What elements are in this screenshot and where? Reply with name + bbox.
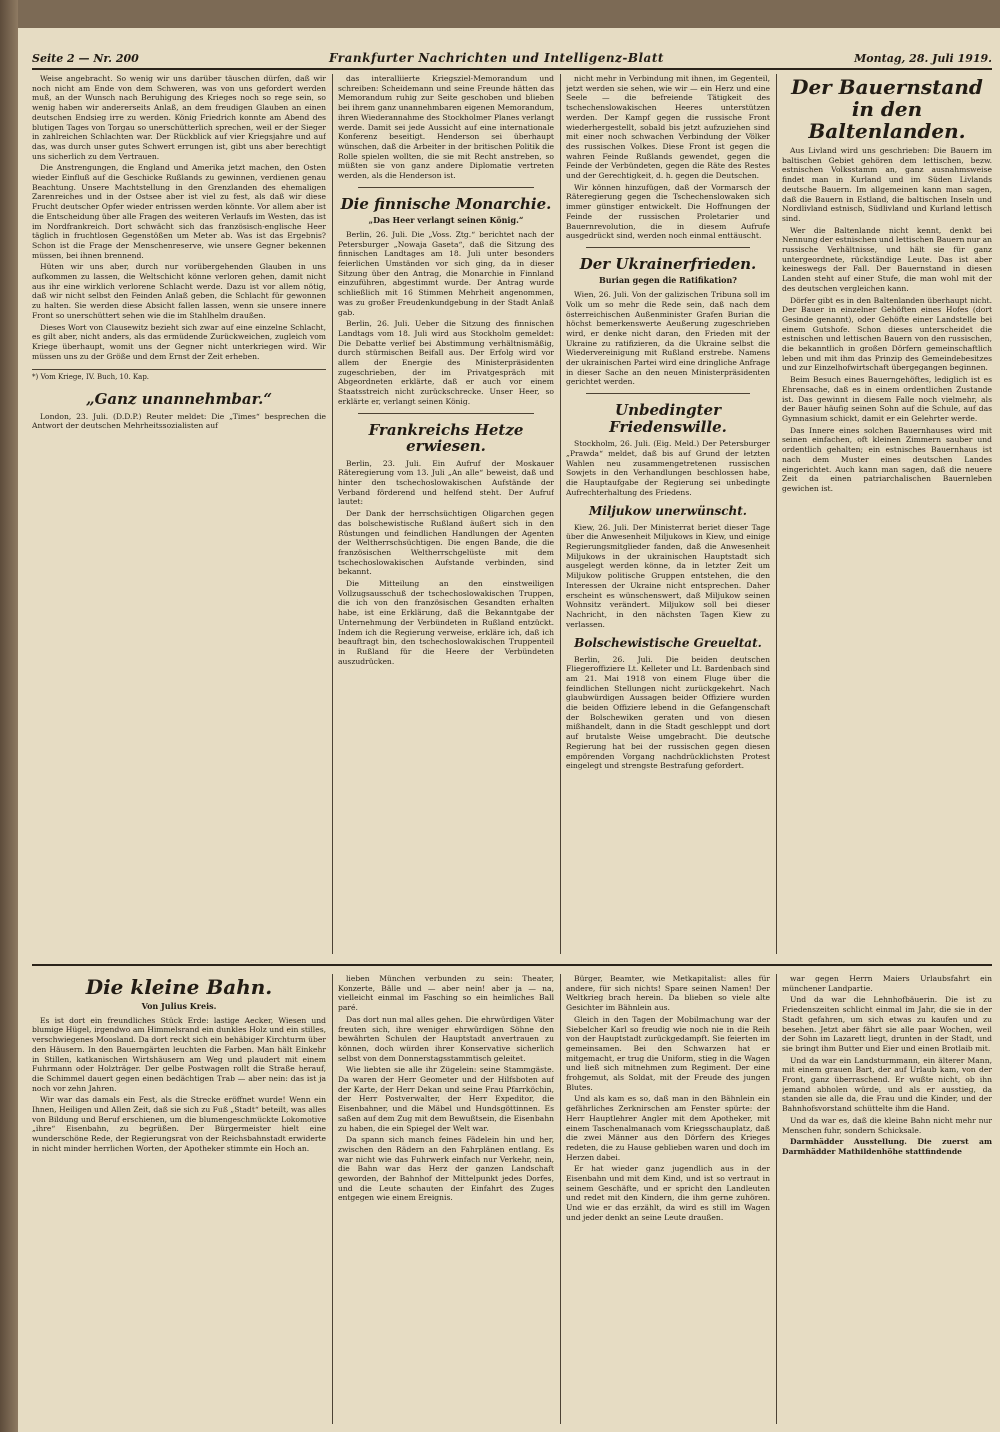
article-paragraph: Berlin, 26. Juli. Die beiden deutschen Fliegeroffiziere Lt. Kelleter und Lt. Bardenbach sind am 21. Mai 1918 von einem Fluge über die feindlichen Stellungen nicht zurückgekehrt. Nach glaubwürdigen Aussagen beider Offiziere wurden die beiden Offiziere lebend in die Gefangenschaft der Bolschewiken geraten und von diesen mißhandelt, dann in die Stadt geschleppt und dort auf brutalste Weise umgebracht. Die deutsche Regierung hat bei der russischen gegen diesen empörenden Vorgang nachdrücklichsten Protest eingelegt und strengste Bestrafung gefordert. xyxy=(566,654,770,771)
footnote: *) Vom Kriege, IV. Buch, 10. Kap. xyxy=(32,369,326,383)
article-headline: „Ganz unannehmbar.“ xyxy=(85,390,273,409)
article-paragraph: Und als kam es so, daß man in den Bähnlein ein gefährliches Zerknirschen am Fenster spürte: der Herr Hauptlehrer Angler mit dem Apotheker, mit einem Taschenalmanach vom Kriegsschauplatz, daß die zwei Männer aus den Dörfern des Krieges redeten, die zu Hause geblieben waren und doch im Herzen dabei. xyxy=(566,1094,770,1162)
article-subheadline: „Das Heer verlangt seinen König.“ xyxy=(368,215,524,226)
article-paragraph: Gleich in den Tagen der Mobilmachung war der Siebelcher Karl so freudig wie noch nie in die Reih von der Hauptstadt zurückgedampft. Sie feierten im gemeinsamen. Bei den Schwarzen hat er mitgemacht, er trug die Uniform, stieg in die Wagen und ließ sich mitnehmen zum Regiment. Der eine frohgemut, als Soldat, mit der Freude des jungen Blutes. xyxy=(566,1014,770,1092)
article-paragraph: Berlin, 23. Juli. Ein Aufruf der Moskauer Räteregierung vom 13. Juli „An alle“ beweist, daß und hinter den tschechoslowakischen Aufstände der Verband förderend und helfend steht. Der Aufruf lautet: xyxy=(338,458,554,507)
article-paragraph: Aus Livland wird uns geschrieben: Die Bauern im baltischen Gebiet gehören dem lettischen, bezw. estnischen Volksstamm an, ganz ausnahmsweise findet man in Kurland und im Süden Livlands deutsche Bauern. Im allgemeinen kann man sagen, daß die Bauern in Estland, die baltischen Inseln und Nordlivland estnisch, Südlivland und Kurland lettisch sind. xyxy=(782,146,992,223)
masthead-date: Montag, 28. Juli 1919. xyxy=(854,51,992,65)
masthead-newspaper-title: Frankfurter Nachrichten und Intelligenz-Blatt xyxy=(329,51,664,65)
article-paragraph: Dieses Wort von Clausewitz bezieht sich zwar auf eine einzelne Schlacht, es gilt aber, nicht anders, als das ermüdende Zurückweichen, zugleich vom Kriege überhaupt, womit uns der Gegner nicht unterkriegen wird. Wir müssen uns zu der Größe und dem Ernst der Zeit erheben. xyxy=(32,322,326,361)
column-1 xyxy=(32,74,326,954)
article-paragraph: Wer die Baltenlande nicht kennt, denkt bei Nennung der estnischen und lettischen Bauern nur an russische Verhältnisse, und hält sie für ganz untergeordnete, rückständige Leute. Das ist aber keineswegs der Fall. Der Bauernstand in diesen Landen steht auf einer Stufe, die man wohl mit der des deutschen vergleichen kann. xyxy=(782,225,992,293)
article-separator xyxy=(586,247,750,248)
article-headline: Miljukow unerwünscht. xyxy=(589,504,747,519)
feuilleton-column-4 xyxy=(782,974,992,1424)
article-paragraph: Die Anstrengungen, die England und Amerika jetzt machen, den Osten wieder Einfluß auf die Geschicke Rußlands zu gewinnen, verdienen genau Beachtung. Unsere Machtstellung in den Grenzlanden des ehemaligen Zarenreiches und in der Ostsee aber ist viel zu fest, als daß wir diese Frucht deutscher Opfer wieder entrissen werden könnte. Vor allem aber ist die Entscheidung über alle Fragen des weiteren Verlaufs im Westen, das ist im Nordfrankreich. Dort schwächt sich das französisch-englische Heer täglich in fruchtlosen Gegenstößen um Meter ab. Was ist das Ergebnis? Schon ist die Frage der Menschenreserve, wie unsere Gegner bekennen müssen, bei ihnen brennend. xyxy=(32,163,326,260)
article-paragraph: Dörfer gibt es in den Baltenlanden überhaupt nicht. Der Bauer in einzelner Gehöften eines Hofes (dort Gesinde genannt), oder Gehöfte einer Landstelle bei einem Gutshofe. Schon dieses unterscheidet die estnischen und lettischen Bauern von den russischen, die bekanntlich in großen Dörfern gemeinschaftlich leben und mit ihm das Prinzip des Gemeindebesitzes und zur Einzelhofwirtschaft übergegangen beginnen. xyxy=(782,295,992,373)
article-paragraph: Wir können hinzufügen, daß der Vormarsch der Räteregierung gegen die Tschechenslowaken sich immer günstiger entwickelt. Die Hoffnungen der Feinde der russischen Proletarier und Bauernrevolution, die in diesem Aufrufe ausgedrückt sind, werden noch einmal enttäuscht. xyxy=(566,182,770,241)
column-2 xyxy=(338,74,554,954)
column-3 xyxy=(566,74,770,954)
article-paragraph: Und da war ein Landsturmmann, ein älterer Mann, mit einem grauen Bart, der auf Urlaub kam, von der Front, ganz überraschend. Er wußte nicht, ob ihn jemand abholen würde, und als er ausstieg, da standen sie alle da, die Frau und die Kinder, und der Bahnhofsvorstand schüttelte ihm die Hand. xyxy=(782,1055,992,1114)
article-paragraph: Das Innere eines solchen Bauernhauses wird mit seinen einfachen, oft kleinen Zimmern sauber und ordentlich gehalten; ein estnisches Bauernhaus ist nach dem Muster eines deutschen Landes eingerichtet. Auch kann man sagen, daß die neuere Zeit da einen patriarchalischen Bauernleben gewichen ist. xyxy=(782,425,992,493)
article-paragraph: Der Dank der herrschsüchtigen Oligarchen gegen das bolschewistische Rußland äußert sich in den Rüstungen und feindlichen Handlungen der Agenten der Weltherrschsüchtigen. Die engen Bande, die die französischen Weltherrschgelüste mit dem tschechoslowakischen Aufstande verbinden, sind bekannt. xyxy=(338,509,554,577)
article-headline: Der Ukrainerfrieden. xyxy=(579,254,757,273)
feuilleton-column-3 xyxy=(566,974,770,1424)
column-rule xyxy=(776,74,777,954)
article-paragraph: Und da war die Lehnhofbäuerin. Die ist zu Friedenszeiten schlicht einmal im Jahr, die sie in der Stadt gefahren, um sich etwas zu kaufen und zu besehen. Jetzt aber fährt sie alle paar Wochen, weil der Sohn im Lazarett liegt, drunten in der Stadt, und sie bringt ihm Butter und Eier und einen Brotlaib mit. xyxy=(782,995,992,1053)
article-paragraph: Die Mitteilung an den einstweiligen Vollzugsausschuß der tschechoslowakischen Truppen, die ich von den französischen Gesandten erhalten habe, ist eine Erklärung, daß die Bekanntgabe der Unternehmung der Verbündeten in Rußland entzückt. Indem ich die Regierung verweise, erkläre ich, daß ich beauftragt bin, den tschechoslowakischen Truppenteil in Rußland für die Heere der Verbündeten auszudrücken. xyxy=(338,579,554,666)
article-headline: Unbedingter Friedenswille. xyxy=(609,401,727,436)
column-rule xyxy=(560,74,561,954)
column-4 xyxy=(782,74,992,954)
article-paragraph: das interalliierte Kriegsziel-Memorandum und schreiben: Scheidemann und seine Freunde hätten das Memorandum ruhig zur Seite geschoben und blieben bei ihrem ganz unannehmbaren eigenen Memorandum, ihren Wiederannahme des Stockholmer Planes verlangt werde. Damit sei jede Aussicht auf eine internationale Konferenz beseitigt. Henderson sei überhaupt wünschen, daß die Arbeiter in der britischen Politik die Rolle spielen wollten, die sie mit Recht anstreben, so müßten sie von ganz andere Diplomatie vertreten werden, als die Henderson ist. xyxy=(338,74,554,181)
article-paragraph: Beim Besuch eines Bauerngehöftes, lediglich ist es Ehrensache, daß es in einem ordentlichen Zustande ist. Das gewinnt in diesem Falle noch vielmehr, als der Bauer häufig seinen Sohn auf die Schule, auf das Gymnasium schickt, damit er ein Gelehrter werde. xyxy=(782,375,992,423)
newspaper-page xyxy=(18,28,1000,1432)
article-paragraph: war gegen Herrn Maiers Urlaubsfahrt ein münchener Landpartie. xyxy=(782,974,992,993)
column-rule xyxy=(332,74,333,954)
feuilleton-divider xyxy=(32,964,992,966)
feuilleton-headline: Die kleine Bahn. xyxy=(85,975,273,999)
article-paragraph: Wir war das damals ein Fest, als die Strecke eröffnet wurde! Wenn ein Ihnen, Heiligen und Allen Zeit, daß sie sich zu Fuß „Stadt“ beteilt, was alles von Bildung und Beruf erschienen, um die blumengeschmückte Lokomotive „ihre“ Eisenbahn, zu begrüßen. Der Bürgermeister hielt eine wunderschöne Rede, der Regierungsrat von der Reichsbahnstadt erwiderte in nicht minder herrlichen Worten, der Apotheker stimmte ein Hoch an. xyxy=(32,1095,326,1153)
article-paragraph: Es ist dort ein freundliches Stück Erde: lastige Aecker, Wiesen und blumige Hügel, irgendwo am Himmelsrand ein dunkles Holz und ein stilles, verschwiegenes Moosland. Da dort reckt sich ein behäbiger Kirchturm über den Häusern. In den Bauerngärten leuchten die Farben. Man hält Einkehr in Stillen, katkanischen Wirtshäusern am Weg und plaudert mit einem Fuhrmann oder Holzträger. Der gelbe Postwagen rollt die Straße herauf, die Schimmel dauert gegen einen bedächtigen Trab — aber nein: das ist ja noch vor zehn Jahren. xyxy=(32,1015,326,1093)
article-paragraph: Er hat wieder ganz jugendlich aus in der Eisenbahn und mit dem Kind, und ist so vertraut in seinem Geschäfte, und er spricht den Landleuten und redet mit den Kindern, die ihm gerne zuhören. Und wie er das erzählt, da wird es still im Wagen und jeder denkt an seine Leute draußen. xyxy=(566,1164,770,1222)
article-separator xyxy=(586,393,750,394)
article-subheadline: Burian gegen die Ratifikation? xyxy=(599,275,737,286)
article-paragraph: lieben München verbunden zu sein: Theater, Konzerte, Bälle und — aber nein! aber ja — na, vielleicht einmal im Fasching so ein heimliches Ball paré. xyxy=(338,974,554,1013)
column-rule xyxy=(776,974,777,1424)
article-paragraph: Da spann sich manch feines Fädelein hin und her, zwischen den Rädern an den Fahrplänen entlang. Es war nicht wie das Fuhrwerk einfach nur Verkehr, nein, die Bahn war das Herz der ganzen Landschaft geworden, der Bahnhof der Mittelpunkt jedes Dorfes, und die Leute schauten der Einfahrt des Zuges entgegen wie einem Ereignis. xyxy=(338,1135,554,1203)
article-separator xyxy=(358,187,534,188)
article-paragraph: Weise angebracht. So wenig wir uns darüber täuschen dürfen, daß wir noch nicht am Ende von dem Schweren, was von uns gefordert werden muß, an der Wunsch nach Beruhigung des Krieges noch so rege sein, so wenig haben wir andererseits Anlaß, an dem freudigen Glauben an einen deutschen Endsieg irre zu werden. König Friedrich konnte am Abend des blutigen Tages von Torgau so unerschütterlich sprechen, weil er der Sieger in zahlreichen Schlachten war. Der Rückblick auf vier Kriegsjahre und auf das, was durch unser gutes Schwert errungen ist, gibt uns aber berechtigt uns sicherlich zu dem Vertrauen. xyxy=(32,74,326,161)
article-headline: Der Bauernstand in den Baltenlanden. xyxy=(791,75,983,143)
article-paragraph: Berlin, 26. Juli. Die „Voss. Ztg.“ berichtet nach der Petersburger „Nowaja Gaseta“, daß die Sitzung des finnischen Landtages am 18. Juli unter besonders feierlichen Umständen vor sich ging, da in dieser Sitzung über den Antrag, die Monarchie in Finnland einzuführen, abgestimmt wurde. Der Antrag wurde schließlich mit 16 Stimmen Mehrheit angenommen, was zu großer Freudenkundgebung in der Stadt Anlaß gab. xyxy=(338,229,554,317)
article-paragraph: London, 23. Juli. (D.D.P.) Reuter meldet: Die „Times“ besprechen die Antwort der deutschen Mehrheitssozialisten auf xyxy=(32,411,326,431)
feuilleton-column-1 xyxy=(32,974,326,1424)
article-paragraph: Wien, 26. Juli. Von der galizischen Tribuna soll im Volk um so mehr die Rede sein, daß nach dem österreichischen Außenminister Grafen Burian die höchst bemerkenswerte Aeußerung zugeschrieben wird, er denke nicht daran, den Frieden mit der Ukraine zu ratifizieren, da die Ukraine selbst die Wiedervereinigung mit Rußland erstrebe. Namens der ukrainischen Partei wird eine dringliche Anfrage in dieser Sache an den neuen Ministerpräsidenten gerichtet werden. xyxy=(566,290,770,387)
article-headline: Die finnische Monarchie. xyxy=(340,194,552,213)
article-paragraph: Darmhädder Ausstellung. Die zuerst am Darmhädder Mathildenhöhe stattfindende xyxy=(782,1137,992,1156)
article-paragraph: Das dort nun mal alles gehen. Die ehrwürdigen Väter freuten sich, ihre weniger ehrwürdigen Söhne den bewährten Schulen der Hauptstadt anvertrauen zu können, doch würden ihrer Konservative sicherlich selbst von dem Donnerstagsstammtisch geleitet. xyxy=(338,1014,554,1063)
book-binding-edge xyxy=(0,0,18,1432)
feuilleton-column-2 xyxy=(338,974,554,1424)
article-separator xyxy=(358,413,534,414)
article-paragraph: Berlin, 26. Juli. Ueber die Sitzung des finnischen Landtags vom 18. Juli wird aus Stockholm gemeldet: Die Debatte verlief bei Abstimmung verhältnismäßig, durch stürmischen Beifall aus. Der Erfolg wird vor allem der Energie des Ministerpräsidenten zugeschrieben, der im Privatgespräch mit Abgeordneten erklärte, daß er auch vor einem Staatsstreich nicht zurückschrecke. Unser Heer, so erklärte er, verlangt seinen König. xyxy=(338,319,554,406)
article-headline: Frankreichs Hetze erwiesen. xyxy=(368,420,524,456)
article-paragraph: Hüten wir uns aber, durch nur vorübergehenden Glauben in uns aufkommen zu lassen, die Weltschicht könne verloren gehen, damit nicht aus ihr eine wirklich verlorene Schlacht werde. Dazu ist vor allem nötig, daß wir nicht selbst den Feinden Anlaß geben, die Schlacht für gewonnen zu halten. Sie werden diese Absicht fallen lassen, wenn sie unsere innere Front so unerschüttert sehen wie die im Stahlhelm draußen. xyxy=(32,262,326,320)
masthead xyxy=(32,48,992,70)
article-paragraph: Kiew, 26. Juli. Der Ministerrat beriet dieser Tage über die Anwesenheit Miljukows in Kiew, und einige Regierungsmitglieder fanden, daß die Anwesenheit Miljukows in der ukrainischen Hauptstadt sich ausgelegt werden könne, da in letzter Zeit um Miljukow politische Gruppen entstehen, die den Interessen der Ukraine nicht entsprechen. Daher erscheint es wünschenswert, daß Miljukow seinen Wohnsitz verändert. Miljukow soll bei dieser Nachricht, in den nächsten Tagen Kiew zu verlassen. xyxy=(566,522,770,629)
article-paragraph: Wie liebten sie alle ihr Zügelein: seine Stammgäste. Da waren der Herr Geometer und der Hilfsboten auf der Karte, der Herr Dekan und seine Frau Pfarrköchin, der Herr Postverwalter, der Herr Expeditor, die Eisenbahner, und die Mäbel und Hundsgöttinnen. Es saßen auf dem Zug mit dem Bewußtsein, die Eisenbahn zu haben, die ein Spiegel der Welt war. xyxy=(338,1065,554,1133)
article-paragraph: Bürger, Beamter, wie Metkapitalist: alles für andere, für sich nichts! Spare seinen Namen! Der Weltkrieg brach herein. Da blieben so viele alte Gesichter im Bähnlein aus. xyxy=(566,974,770,1013)
feuilleton-author: Von Julius Kreis. xyxy=(141,1001,217,1011)
article-paragraph: nicht mehr in Verbindung mit ihnen, im Gegenteil, jetzt werden sie sehen, wie wir — ein Herz und eine Seele — die befreiende Tätigkeit des tschechenslowakischen Heeres unterstützen werden. Der Kampf gegen die russische Front wiederhergestellt, sobald bis jetzt aufzuziehen sind mit einer noch schwachen Verbindung der Völker des russischen Volkes. Diese Front ist gegen die wahren Feinde Rußlands gewendet, gegen die Feinde der Verbündeten, gegen die Räte des Restes und der Gerechtigkeit, d. h. gegen die Deutschen. xyxy=(566,74,770,181)
article-headline: Bolschewistische Greueltat. xyxy=(574,636,762,651)
column-rule xyxy=(560,974,561,1424)
article-paragraph: Stockholm, 26. Juli. (Eig. Meld.) Der Petersburger „Prawda“ meldet, daß bis auf Grund der letzten Wahlen neu zusammengetretenen russischen Sowjets in den Verhandlungen beschlossen habe, die Hauptaufgabe der Regierung sei unbedingte Aufrechterhaltung des Friedens. xyxy=(566,439,770,497)
masthead-page-number: Seite 2 — Nr. 200 xyxy=(32,51,139,65)
column-rule xyxy=(332,974,333,1424)
article-paragraph: Und da war es, daß die kleine Bahn nicht mehr nur Menschen fuhr, sondern Schicksale. xyxy=(782,1115,992,1135)
